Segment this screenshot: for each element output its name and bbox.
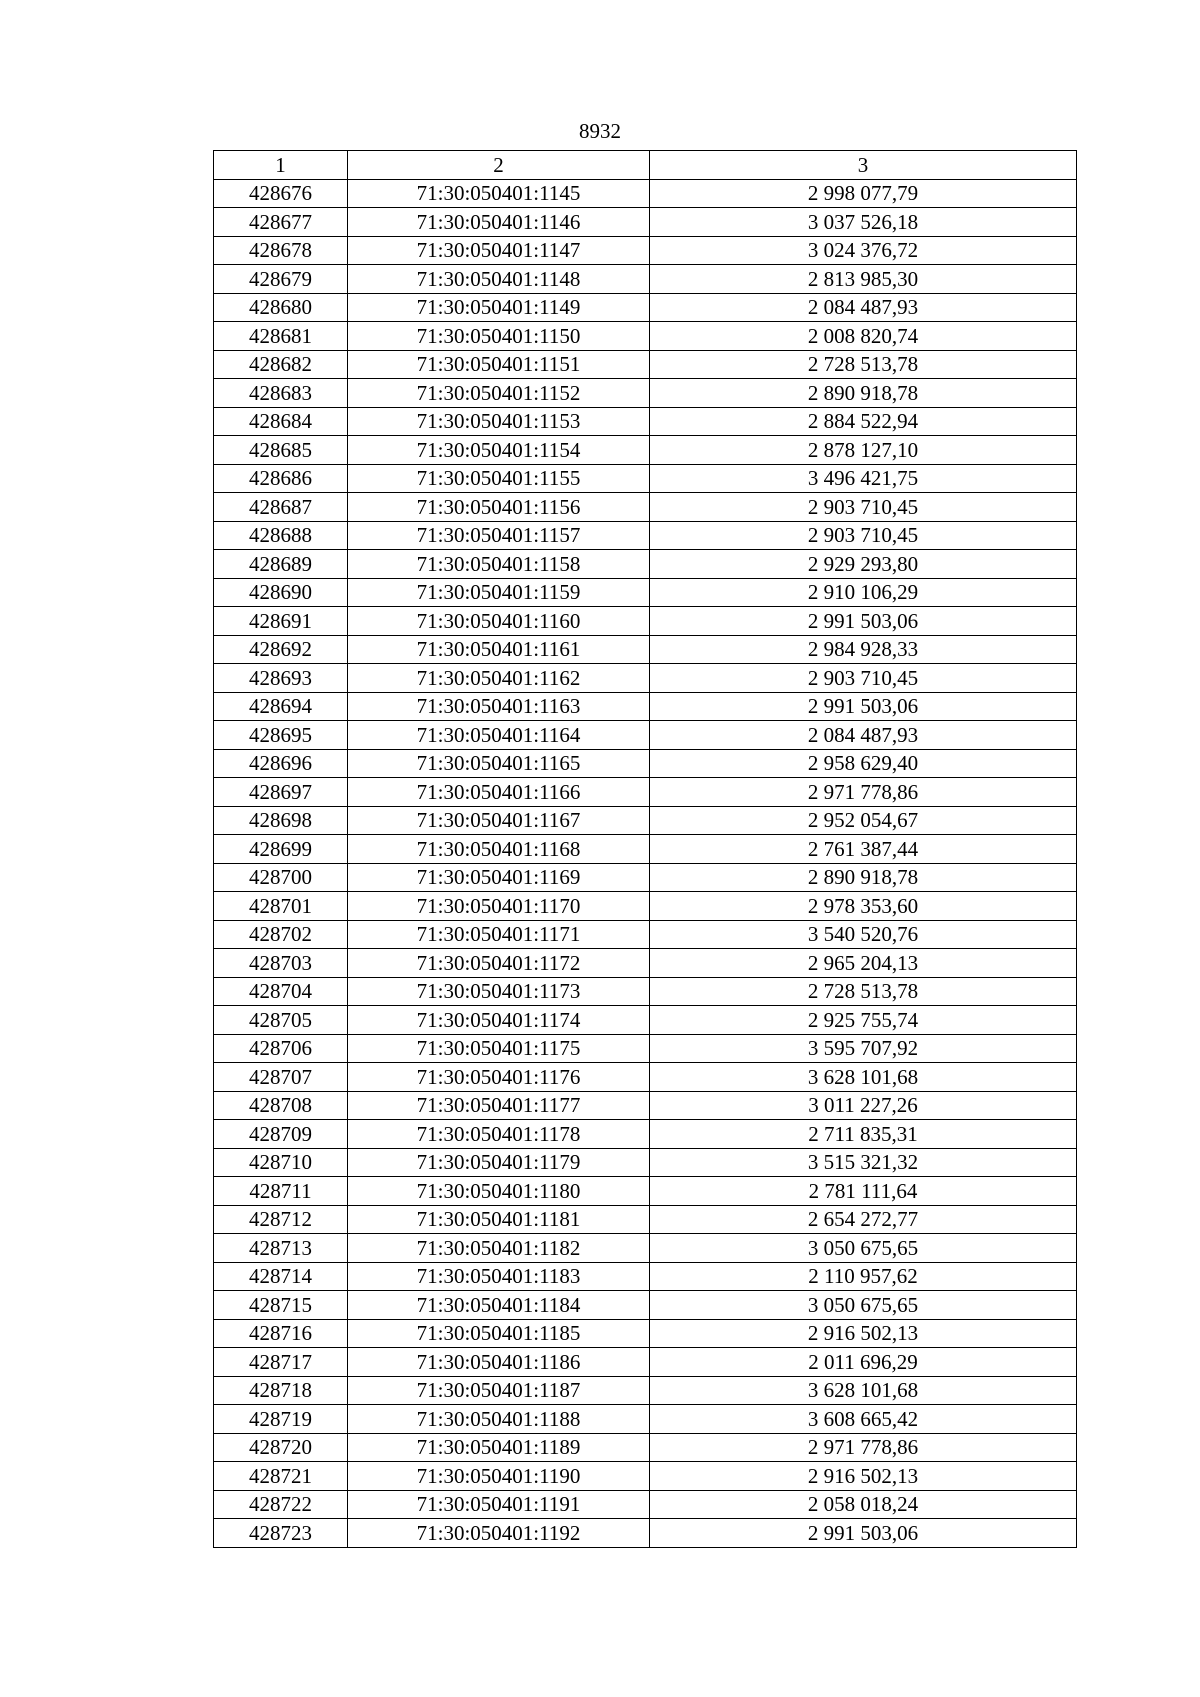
table-row xyxy=(214,407,1077,436)
value-cell: 3 011 227,26 xyxy=(650,1091,1077,1120)
row-number-cell: 428713 xyxy=(214,1234,348,1263)
row-number-cell: 428686 xyxy=(214,464,348,493)
cadastral-number-cell: 71:30:050401:1157 xyxy=(348,521,650,550)
table-row xyxy=(214,1462,1077,1491)
table-row xyxy=(214,863,1077,892)
row-number-cell: 428699 xyxy=(214,835,348,864)
cadastral-number-cell: 71:30:050401:1150 xyxy=(348,322,650,351)
cadastral-number-cell: 71:30:050401:1166 xyxy=(348,778,650,807)
value-cell: 2 991 503,06 xyxy=(650,1519,1077,1548)
row-number-cell: 428723 xyxy=(214,1519,348,1548)
table-row xyxy=(214,1262,1077,1291)
value-cell: 2 925 755,74 xyxy=(650,1006,1077,1035)
table-row xyxy=(214,1120,1077,1149)
row-number-cell: 428696 xyxy=(214,749,348,778)
row-number-cell: 428709 xyxy=(214,1120,348,1149)
row-number-cell: 428704 xyxy=(214,977,348,1006)
cadastral-number-cell: 71:30:050401:1168 xyxy=(348,835,650,864)
table-row xyxy=(214,977,1077,1006)
table-row xyxy=(214,236,1077,265)
table-row xyxy=(214,1319,1077,1348)
row-number-cell: 428692 xyxy=(214,635,348,664)
cadastral-number-cell: 71:30:050401:1178 xyxy=(348,1120,650,1149)
cadastral-number-cell: 71:30:050401:1187 xyxy=(348,1376,650,1405)
table-row xyxy=(214,664,1077,693)
row-number-cell: 428711 xyxy=(214,1177,348,1206)
value-cell: 2 916 502,13 xyxy=(650,1319,1077,1348)
cadastral-number-cell: 71:30:050401:1189 xyxy=(348,1433,650,1462)
value-cell: 2 991 503,06 xyxy=(650,692,1077,721)
cadastral-number-cell: 71:30:050401:1186 xyxy=(348,1348,650,1377)
row-number-cell: 428715 xyxy=(214,1291,348,1320)
value-cell: 2 728 513,78 xyxy=(650,977,1077,1006)
table-row xyxy=(214,493,1077,522)
cadastral-number-cell: 71:30:050401:1169 xyxy=(348,863,650,892)
table-row xyxy=(214,350,1077,379)
value-cell: 3 050 675,65 xyxy=(650,1291,1077,1320)
value-cell: 3 050 675,65 xyxy=(650,1234,1077,1263)
cadastral-number-cell: 71:30:050401:1177 xyxy=(348,1091,650,1120)
row-number-cell: 428706 xyxy=(214,1034,348,1063)
cadastral-number-cell: 71:30:050401:1158 xyxy=(348,550,650,579)
row-number-cell: 428721 xyxy=(214,1462,348,1491)
value-cell: 2 984 928,33 xyxy=(650,635,1077,664)
row-number-cell: 428693 xyxy=(214,664,348,693)
value-cell: 2 971 778,86 xyxy=(650,778,1077,807)
value-cell: 2 958 629,40 xyxy=(650,749,1077,778)
table-row xyxy=(214,293,1077,322)
cadastral-number-cell: 71:30:050401:1176 xyxy=(348,1063,650,1092)
table-row xyxy=(214,1376,1077,1405)
table-row xyxy=(214,550,1077,579)
row-number-cell: 428678 xyxy=(214,236,348,265)
row-number-cell: 428697 xyxy=(214,778,348,807)
cadastral-number-cell: 71:30:050401:1181 xyxy=(348,1205,650,1234)
cadastral-number-cell: 71:30:050401:1185 xyxy=(348,1319,650,1348)
value-cell: 2 916 502,13 xyxy=(650,1462,1077,1491)
value-cell: 2 991 503,06 xyxy=(650,607,1077,636)
value-cell: 3 540 520,76 xyxy=(650,920,1077,949)
row-number-cell: 428685 xyxy=(214,436,348,465)
cadastral-number-cell: 71:30:050401:1163 xyxy=(348,692,650,721)
data-table xyxy=(213,150,1077,1548)
cadastral-number-cell: 71:30:050401:1146 xyxy=(348,208,650,237)
value-cell: 3 024 376,72 xyxy=(650,236,1077,265)
row-number-cell: 428707 xyxy=(214,1063,348,1092)
header-cell-3: 3 xyxy=(650,151,1077,180)
table-row xyxy=(214,1348,1077,1377)
table-row xyxy=(214,1091,1077,1120)
value-cell: 2 952 054,67 xyxy=(650,806,1077,835)
table-row xyxy=(214,208,1077,237)
value-cell: 2 728 513,78 xyxy=(650,350,1077,379)
table-row xyxy=(214,578,1077,607)
cadastral-number-cell: 71:30:050401:1179 xyxy=(348,1148,650,1177)
header-cell-2: 2 xyxy=(348,151,650,180)
cadastral-number-cell: 71:30:050401:1152 xyxy=(348,379,650,408)
row-number-cell: 428702 xyxy=(214,920,348,949)
row-number-cell: 428695 xyxy=(214,721,348,750)
cadastral-number-cell: 71:30:050401:1148 xyxy=(348,265,650,294)
table-row xyxy=(214,1006,1077,1035)
row-number-cell: 428694 xyxy=(214,692,348,721)
cadastral-number-cell: 71:30:050401:1191 xyxy=(348,1490,650,1519)
cadastral-number-cell: 71:30:050401:1161 xyxy=(348,635,650,664)
value-cell: 2 903 710,45 xyxy=(650,521,1077,550)
row-number-cell: 428708 xyxy=(214,1091,348,1120)
cadastral-number-cell: 71:30:050401:1192 xyxy=(348,1519,650,1548)
table-row xyxy=(214,635,1077,664)
value-cell: 2 084 487,93 xyxy=(650,721,1077,750)
cadastral-number-cell: 71:30:050401:1155 xyxy=(348,464,650,493)
row-number-cell: 428716 xyxy=(214,1319,348,1348)
cadastral-number-cell: 71:30:050401:1162 xyxy=(348,664,650,693)
cadastral-number-cell: 71:30:050401:1151 xyxy=(348,350,650,379)
table-row xyxy=(214,1177,1077,1206)
row-number-cell: 428683 xyxy=(214,379,348,408)
table-row xyxy=(214,1291,1077,1320)
value-cell: 2 978 353,60 xyxy=(650,892,1077,921)
value-cell: 2 965 204,13 xyxy=(650,949,1077,978)
table-row xyxy=(214,436,1077,465)
table-row xyxy=(214,1490,1077,1519)
cadastral-number-cell: 71:30:050401:1160 xyxy=(348,607,650,636)
row-number-cell: 428688 xyxy=(214,521,348,550)
cadastral-number-cell: 71:30:050401:1182 xyxy=(348,1234,650,1263)
cadastral-number-cell: 71:30:050401:1188 xyxy=(348,1405,650,1434)
cadastral-number-cell: 71:30:050401:1149 xyxy=(348,293,650,322)
cadastral-number-cell: 71:30:050401:1183 xyxy=(348,1262,650,1291)
table-row xyxy=(214,892,1077,921)
page-number: 8932 xyxy=(579,119,621,143)
row-number-cell: 428689 xyxy=(214,550,348,579)
row-number-cell: 428681 xyxy=(214,322,348,351)
value-cell: 3 515 321,32 xyxy=(650,1148,1077,1177)
table-row xyxy=(214,692,1077,721)
table-row xyxy=(214,607,1077,636)
row-number-cell: 428703 xyxy=(214,949,348,978)
table-row xyxy=(214,1405,1077,1434)
row-number-cell: 428710 xyxy=(214,1148,348,1177)
row-number-cell: 428705 xyxy=(214,1006,348,1035)
cadastral-number-cell: 71:30:050401:1172 xyxy=(348,949,650,978)
value-cell: 2 929 293,80 xyxy=(650,550,1077,579)
row-number-cell: 428722 xyxy=(214,1490,348,1519)
table-row xyxy=(214,1034,1077,1063)
table-row xyxy=(214,265,1077,294)
table-row xyxy=(214,1433,1077,1462)
row-number-cell: 428682 xyxy=(214,350,348,379)
table-row xyxy=(214,749,1077,778)
table-row xyxy=(214,1063,1077,1092)
table-row xyxy=(214,464,1077,493)
value-cell: 3 628 101,68 xyxy=(650,1376,1077,1405)
value-cell: 3 628 101,68 xyxy=(650,1063,1077,1092)
cadastral-number-cell: 71:30:050401:1159 xyxy=(348,578,650,607)
table-row xyxy=(214,322,1077,351)
table-row xyxy=(214,1234,1077,1263)
value-cell: 2 781 111,64 xyxy=(650,1177,1077,1206)
table-row xyxy=(214,1148,1077,1177)
cadastral-number-cell: 71:30:050401:1180 xyxy=(348,1177,650,1206)
value-cell: 2 903 710,45 xyxy=(650,493,1077,522)
row-number-cell: 428691 xyxy=(214,607,348,636)
row-number-cell: 428712 xyxy=(214,1205,348,1234)
row-number-cell: 428719 xyxy=(214,1405,348,1434)
table-row xyxy=(214,920,1077,949)
row-number-cell: 428690 xyxy=(214,578,348,607)
value-cell: 2 110 957,62 xyxy=(650,1262,1077,1291)
row-number-cell: 428714 xyxy=(214,1262,348,1291)
table-row xyxy=(214,1205,1077,1234)
value-cell: 2 058 018,24 xyxy=(650,1490,1077,1519)
value-cell: 3 608 665,42 xyxy=(650,1405,1077,1434)
value-cell: 2 654 272,77 xyxy=(650,1205,1077,1234)
row-number-cell: 428717 xyxy=(214,1348,348,1377)
cadastral-number-cell: 71:30:050401:1145 xyxy=(348,179,650,208)
header-cell-1: 1 xyxy=(214,151,348,180)
cadastral-number-cell: 71:30:050401:1165 xyxy=(348,749,650,778)
table-row xyxy=(214,949,1077,978)
value-cell: 2 084 487,93 xyxy=(650,293,1077,322)
row-number-cell: 428720 xyxy=(214,1433,348,1462)
value-cell: 2 910 106,29 xyxy=(650,578,1077,607)
cadastral-number-cell: 71:30:050401:1170 xyxy=(348,892,650,921)
cadastral-number-cell: 71:30:050401:1174 xyxy=(348,1006,650,1035)
header-row xyxy=(214,151,1077,180)
table-row xyxy=(214,806,1077,835)
value-cell: 2 903 710,45 xyxy=(650,664,1077,693)
row-number-cell: 428701 xyxy=(214,892,348,921)
value-cell: 3 496 421,75 xyxy=(650,464,1077,493)
cadastral-number-cell: 71:30:050401:1190 xyxy=(348,1462,650,1491)
cadastral-number-cell: 71:30:050401:1184 xyxy=(348,1291,650,1320)
table-row xyxy=(214,835,1077,864)
cadastral-number-cell: 71:30:050401:1156 xyxy=(348,493,650,522)
table-body xyxy=(214,179,1077,1547)
row-number-cell: 428698 xyxy=(214,806,348,835)
row-number-cell: 428700 xyxy=(214,863,348,892)
value-cell: 2 884 522,94 xyxy=(650,407,1077,436)
table-row xyxy=(214,521,1077,550)
value-cell: 3 595 707,92 xyxy=(650,1034,1077,1063)
value-cell: 2 878 127,10 xyxy=(650,436,1077,465)
cadastral-number-cell: 71:30:050401:1164 xyxy=(348,721,650,750)
row-number-cell: 428677 xyxy=(214,208,348,237)
table-row xyxy=(214,1519,1077,1548)
cadastral-number-cell: 71:30:050401:1147 xyxy=(348,236,650,265)
cadastral-number-cell: 71:30:050401:1167 xyxy=(348,806,650,835)
row-number-cell: 428687 xyxy=(214,493,348,522)
value-cell: 2 971 778,86 xyxy=(650,1433,1077,1462)
cadastral-number-cell: 71:30:050401:1175 xyxy=(348,1034,650,1063)
value-cell: 3 037 526,18 xyxy=(650,208,1077,237)
value-cell: 2 761 387,44 xyxy=(650,835,1077,864)
value-cell: 2 711 835,31 xyxy=(650,1120,1077,1149)
row-number-cell: 428680 xyxy=(214,293,348,322)
table-row xyxy=(214,778,1077,807)
cadastral-number-cell: 71:30:050401:1154 xyxy=(348,436,650,465)
row-number-cell: 428676 xyxy=(214,179,348,208)
value-cell: 2 998 077,79 xyxy=(650,179,1077,208)
value-cell: 2 813 985,30 xyxy=(650,265,1077,294)
value-cell: 2 008 820,74 xyxy=(650,322,1077,351)
table-row xyxy=(214,379,1077,408)
table-row xyxy=(214,721,1077,750)
value-cell: 2 890 918,78 xyxy=(650,379,1077,408)
cadastral-number-cell: 71:30:050401:1153 xyxy=(348,407,650,436)
row-number-cell: 428679 xyxy=(214,265,348,294)
row-number-cell: 428718 xyxy=(214,1376,348,1405)
table-header xyxy=(214,151,1077,180)
cadastral-number-cell: 71:30:050401:1171 xyxy=(348,920,650,949)
cadastral-number-cell: 71:30:050401:1173 xyxy=(348,977,650,1006)
table-row xyxy=(214,179,1077,208)
value-cell: 2 890 918,78 xyxy=(650,863,1077,892)
row-number-cell: 428684 xyxy=(214,407,348,436)
value-cell: 2 011 696,29 xyxy=(650,1348,1077,1377)
